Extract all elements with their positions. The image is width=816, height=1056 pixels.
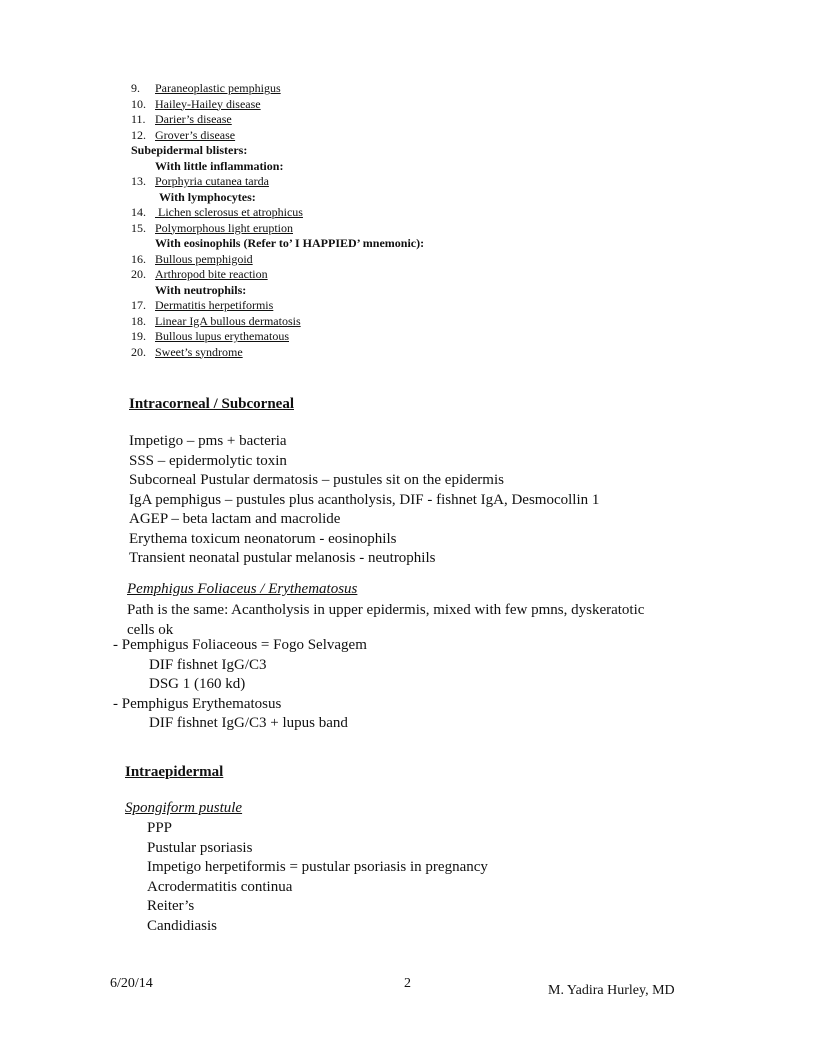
- spongiform-list: [147, 819, 488, 936]
- pemphigus-subheading: Pemphigus Foliaceus / Erythematosus: [127, 581, 358, 597]
- list-subheading: With eosinophils (Refer to’ I HAPPIED’ mnemonic):: [155, 236, 425, 250]
- footer-author: M. Yadira Hurley, MD: [548, 983, 675, 998]
- pemphigus-erythematosus: - Pemphigus Erythematosus: [113, 695, 282, 712]
- item-text: Darier’s disease: [155, 112, 232, 126]
- item-number: 16.: [131, 251, 146, 266]
- list-item: [131, 97, 424, 113]
- item-number: 9.: [131, 81, 140, 95]
- item-text: Hailey-Hailey disease: [155, 96, 261, 111]
- list-item: [131, 221, 424, 237]
- pemphigus-types: [113, 636, 367, 734]
- pemphigus-foliaceous-dif: DIF fishnet IgG/C3: [149, 656, 267, 673]
- item-text: Lichen sclerosus et atrophicus: [155, 205, 303, 219]
- item-text: Bullous lupus erythematous: [155, 329, 289, 343]
- list-item: [131, 112, 424, 128]
- pemphigus-foliaceous: - Pemphigus Foliaceous = Fogo Selvagem: [113, 637, 367, 653]
- intraepidermal-heading: Intraepidermal: [125, 764, 224, 780]
- item-number: 20.: [131, 267, 146, 281]
- list-subheading: With neutrophils:: [155, 282, 247, 297]
- list-item: [131, 298, 424, 314]
- spongiform-subheading: Spongiform pustule: [125, 800, 243, 816]
- blister-list: [131, 81, 424, 360]
- spongiform-item: Impetigo herpetiformis = pustular psoriasis in pregnancy: [147, 859, 488, 875]
- item-text: Grover’s disease: [155, 127, 236, 142]
- intracorneal-line: SSS – epidermolytic toxin: [129, 452, 287, 469]
- intracorneal-line: AGEP – beta lactam and macrolide: [129, 511, 341, 527]
- pemphigus-path-line: cells ok: [127, 621, 174, 638]
- list-item: [131, 81, 424, 97]
- item-text: Polymorphous light eruption: [155, 220, 293, 235]
- list-item: [131, 314, 424, 330]
- pemphigus-path-line: Path is the same: Acantholysis in upper epidermis, mixed with few pmns, dyskeratotic: [127, 602, 645, 618]
- item-number: 14.: [131, 205, 146, 219]
- item-text: Arthropod bite reaction: [155, 267, 268, 281]
- list-item: [131, 128, 424, 144]
- pemphigus-section: [127, 601, 644, 640]
- intracorneal-line: Subcorneal Pustular dermatosis – pustules sit on the epidermis: [129, 472, 504, 488]
- list-item: [131, 174, 424, 190]
- item-number: 19.: [131, 329, 146, 343]
- item-number: 13.: [131, 174, 146, 188]
- item-number: 20.: [131, 344, 146, 359]
- item-text: Porphyria cutanea tarda: [155, 174, 269, 188]
- intracorneal-line: Erythema toxicum neonatorum - eosinophils: [129, 530, 397, 547]
- item-number: 12.: [131, 127, 146, 142]
- list-item: [131, 329, 424, 345]
- spongiform-item: Reiter’s: [147, 898, 195, 914]
- footer-date: 6/20/14: [110, 976, 153, 991]
- item-number: 18.: [131, 313, 146, 328]
- item-number: 10.: [131, 96, 146, 111]
- spongiform-item: Pustular psoriasis: [147, 839, 253, 856]
- spongiform-item: Candidiasis: [147, 917, 217, 934]
- intracorneal-list: [129, 432, 599, 569]
- item-number: 11.: [131, 112, 146, 126]
- intracorneal-line: IgA pemphigus – pustules plus acantholysis, DIF - fishnet IgA, Desmocollin 1: [129, 491, 600, 508]
- list-subheading: With little inflammation:: [155, 158, 284, 173]
- item-text: Paraneoplastic pemphigus: [155, 81, 281, 95]
- intracorneal-line: Transient neonatal pustular melanosis - neutrophils: [129, 550, 436, 566]
- spongiform-item: PPP: [147, 820, 173, 836]
- pemphigus-foliaceous-dsg: DSG 1 (160 kd): [149, 676, 246, 692]
- item-text: Linear IgA bullous dermatosis: [155, 313, 301, 328]
- list-heading: Subepidermal blisters:: [131, 143, 248, 157]
- list-item: [131, 252, 424, 268]
- item-number: 15.: [131, 220, 146, 235]
- pemphigus-erythematosus-dif: DIF fishnet IgG/C3 + lupus band: [149, 715, 348, 731]
- item-text: Dermatitis herpetiformis: [155, 298, 274, 312]
- list-subheading: With lymphocytes:: [159, 189, 256, 204]
- footer-page-number: 2: [404, 976, 411, 991]
- intracorneal-heading: Intracorneal / Subcorneal: [129, 396, 294, 412]
- item-number: 17.: [131, 298, 146, 312]
- list-item: [131, 205, 424, 221]
- spongiform-item: Acrodermatitis continua: [147, 878, 293, 895]
- list-item: [131, 267, 424, 283]
- item-text: Sweet’s syndrome: [155, 344, 243, 359]
- list-item: [131, 345, 424, 361]
- intracorneal-line: Impetigo – pms + bacteria: [129, 433, 287, 449]
- item-text: Bullous pemphigoid: [155, 251, 253, 266]
